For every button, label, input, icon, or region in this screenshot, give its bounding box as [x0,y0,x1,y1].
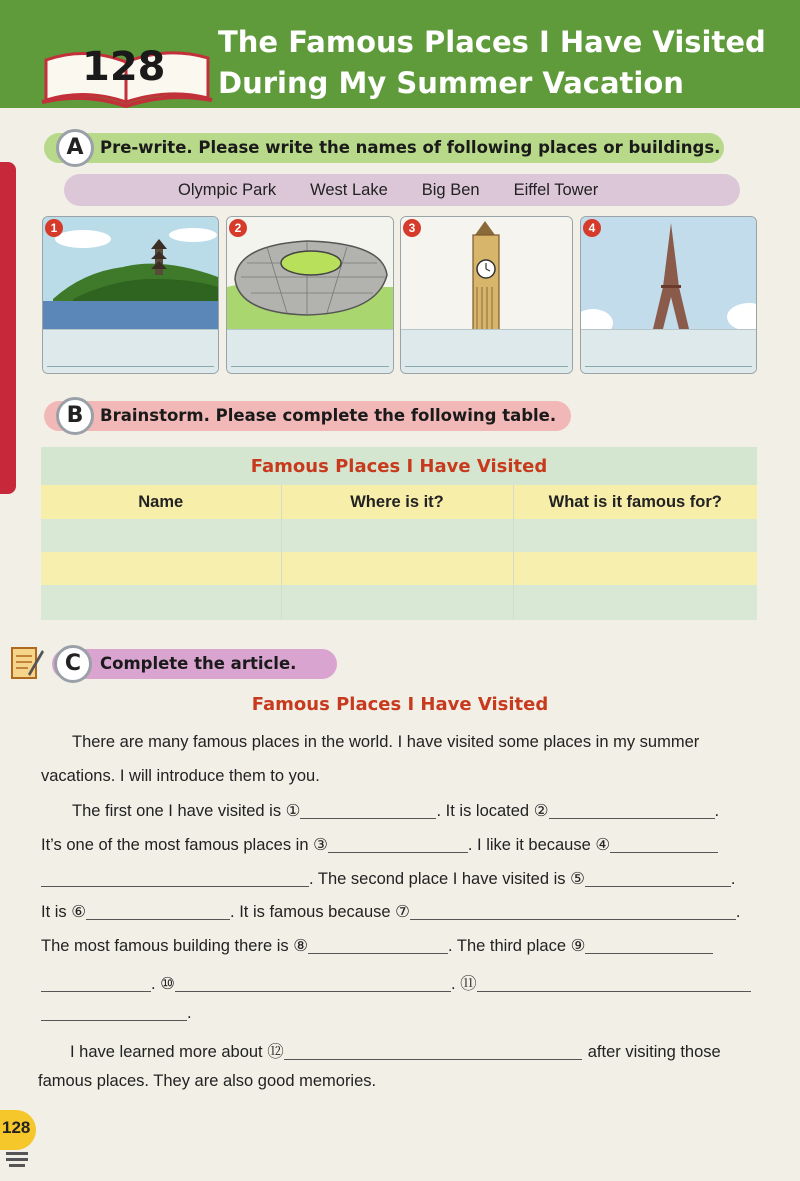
answer-line-4[interactable] [581,329,756,373]
table-row [41,552,757,585]
table-cell[interactable] [281,585,513,620]
table-cell[interactable] [41,519,281,552]
stadium-icon [227,217,394,331]
lightbulb-base [9,1164,25,1167]
picture-number-badge: 1 [45,219,63,237]
blank-1[interactable] [300,805,436,819]
article-line: vacations. I will introduce them to you. [41,767,320,785]
blank-7[interactable] [410,906,736,920]
lightbulb-base [6,1158,28,1161]
blank-3[interactable] [328,839,468,853]
title-line-2: During My Summer Vacation [218,66,684,100]
table-cell[interactable] [281,519,513,552]
picture-card-3 [400,216,573,374]
section-b-instruction: Brainstorm. Please complete the following table. [100,406,557,425]
blank-11[interactable] [477,978,751,992]
table-row [41,585,757,620]
blank-4-continued[interactable] [41,873,309,887]
blank-2[interactable] [549,805,715,819]
section-c-letter: C [54,645,92,683]
blank-6[interactable] [86,906,230,920]
picture-card-4 [580,216,757,374]
picture-card-1 [42,216,219,374]
table-title: Famous Places I Have Visited [41,447,757,485]
table-cell[interactable] [513,552,757,585]
blank-8[interactable] [308,940,448,954]
article-line: . The second place I have visited is ⑤ . [41,869,735,889]
article-line: There are many famous places in the world. I have visited some places in my summer [72,733,700,751]
article-line: . ⑩ . ⑪ [41,970,751,994]
word-bank [64,174,740,206]
section-a-header [44,133,724,163]
article-line: . [41,1004,192,1023]
blank-5[interactable] [585,873,731,887]
title-line-1: The Famous Places I Have Visited [218,25,766,59]
picture-number-badge: 2 [229,219,247,237]
article-line: famous places. They are also good memories. [38,1072,377,1090]
page-title [218,22,766,104]
section-c-instruction: Complete the article. [100,654,297,673]
answer-line-2[interactable] [227,329,393,373]
article-line: The most famous building there is ⑧ . The third place ⑨ [41,936,713,956]
picture-number-badge: 3 [403,219,421,237]
pagoda-island-icon [43,217,219,331]
picture-card-2 [226,216,394,374]
blank-11-continued[interactable] [41,1007,187,1021]
section-b-header [44,401,571,431]
word-bank-item: Big Ben [421,180,480,199]
blank-9[interactable] [585,940,713,954]
article-title: Famous Places I Have Visited [251,694,549,715]
article-line: The first one I have visited is ① . It is located ② . [72,802,720,820]
answer-line-3[interactable] [401,329,572,373]
article-line: It’s one of the most famous places in ③ . I like it because ④ [41,835,718,855]
table-cell[interactable] [41,552,281,585]
table-cell[interactable] [513,519,757,552]
article-line: I have learned more about ⑫ after visiting those [70,1043,721,1061]
blank-12[interactable] [284,1046,582,1060]
word-bank-item: Eiffel Tower [513,180,599,199]
column-header-where: Where is it? [281,485,513,519]
blank-9-continued[interactable] [41,978,151,992]
table-cell[interactable] [281,552,513,585]
column-header-name: Name [41,485,281,519]
section-b-letter: B [56,397,94,435]
lesson-number: 128 [82,44,166,90]
word-bank-item: Olympic Park [178,180,277,199]
answer-line-1[interactable] [43,329,218,373]
brainstorm-table [41,447,757,620]
table-row [41,519,757,552]
section-a-instruction: Pre-write. Please write the names of following places or buildings. [100,138,721,157]
clock-tower-icon [401,217,573,331]
eiffel-tower-icon [581,217,757,331]
blank-10[interactable] [175,978,451,992]
blank-4[interactable] [610,839,718,853]
side-tab [0,162,16,494]
table-cell[interactable] [41,585,281,620]
lesson-header [0,0,800,108]
table-cell[interactable] [513,585,757,620]
article-line: It is ⑥ . It is famous because ⑦ . [41,903,741,921]
picture-number-badge: 4 [583,219,601,237]
section-a-letter: A [56,129,94,167]
word-bank-item: West Lake [310,180,388,199]
page-number: 128 [2,1118,31,1137]
section-c-header [52,649,337,679]
notepad-pencil-icon [10,644,44,682]
lightbulb-base [6,1152,28,1155]
column-header-famous-for: What is it famous for? [513,485,757,519]
